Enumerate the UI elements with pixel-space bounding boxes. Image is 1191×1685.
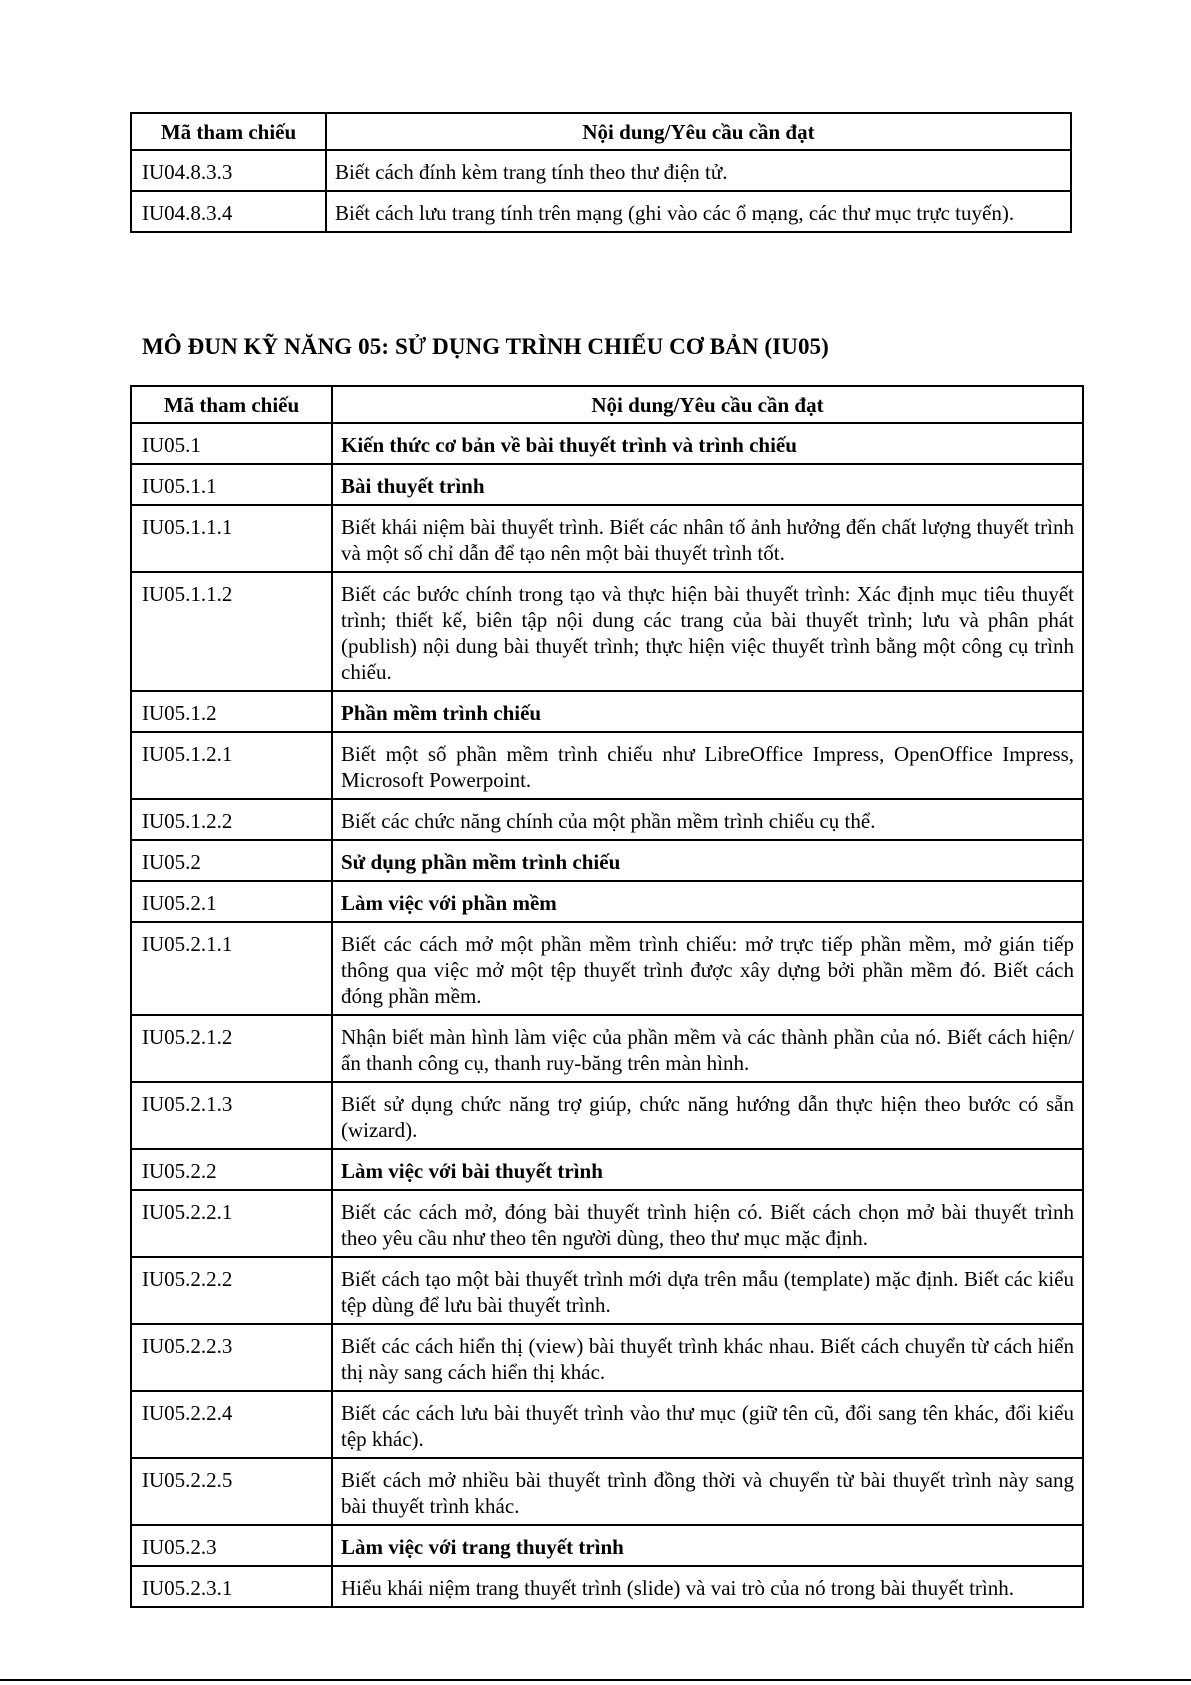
reference-code: IU05.2.2.5 xyxy=(131,1458,332,1525)
reference-code: IU05.2.2 xyxy=(131,1149,332,1190)
table-row xyxy=(131,1149,1083,1190)
table-row xyxy=(131,572,1083,691)
table-header-row xyxy=(131,113,1071,150)
table-row xyxy=(131,505,1083,572)
reference-code: IU05.2.1 xyxy=(131,881,332,922)
table-row xyxy=(131,1391,1083,1458)
reference-code: IU05.2.1.3 xyxy=(131,1082,332,1149)
table-row xyxy=(131,1257,1083,1324)
header-content-requirement: Nội dung/Yêu cầu cần đạt xyxy=(326,113,1071,150)
reference-code: IU04.8.3.4 xyxy=(131,191,326,232)
requirement-text: Biết cách mở nhiều bài thuyết trình đồng thời và chuyển từ bài thuyết trình này sang bài thuyết trình khác. xyxy=(332,1458,1083,1525)
requirement-text: Biết sử dụng chức năng trợ giúp, chức năng hướng dẫn thực hiện theo bước có sẵn (wizard). xyxy=(332,1082,1083,1149)
reference-code: IU05.2 xyxy=(131,840,332,881)
reference-code: IU05.1 xyxy=(131,423,332,464)
reference-code: IU05.2.3.1 xyxy=(131,1566,332,1607)
table-row xyxy=(131,150,1071,191)
table-row xyxy=(131,1190,1083,1257)
table-row xyxy=(131,191,1071,232)
reference-code: IU05.2.1.2 xyxy=(131,1015,332,1082)
reference-code: IU05.1.1 xyxy=(131,464,332,505)
reference-code: IU05.2.3 xyxy=(131,1525,332,1566)
table-row xyxy=(131,922,1083,1015)
section-title-text: Kiến thức cơ bản về bài thuyết trình và trình chiếu xyxy=(332,423,1083,464)
table-row xyxy=(131,1525,1083,1566)
header-reference-code: Mã tham chiếu xyxy=(131,113,326,150)
section-title-text: Bài thuyết trình xyxy=(332,464,1083,505)
reference-code: IU05.1.1.2 xyxy=(131,572,332,691)
table-row xyxy=(131,1324,1083,1391)
reference-table-iu05 xyxy=(130,385,1084,1608)
reference-code: IU05.2.1.1 xyxy=(131,922,332,1015)
table-row xyxy=(131,423,1083,464)
reference-code: IU05.1.1.1 xyxy=(131,505,332,572)
section-title-text: Sử dụng phần mềm trình chiếu xyxy=(332,840,1083,881)
reference-code: IU05.1.2.2 xyxy=(131,799,332,840)
reference-table-iu04 xyxy=(130,112,1072,233)
requirement-text: Biết các cách hiển thị (view) bài thuyết trình khác nhau. Biết cách chuyển từ cách hiển thị này sang cách hiển thị khác. xyxy=(332,1324,1083,1391)
section-title-text: Làm việc với phần mềm xyxy=(332,881,1083,922)
requirement-text: Nhận biết màn hình làm việc của phần mềm và các thành phần của nó. Biết cách hiện/ẩn thanh công cụ, thanh ruy-băng trên màn hình. xyxy=(332,1015,1083,1082)
header-reference-code: Mã tham chiếu xyxy=(131,386,332,423)
table-row xyxy=(131,464,1083,505)
requirement-text: Biết cách đính kèm trang tính theo thư điện tử. xyxy=(326,150,1071,191)
requirement-text: Biết các cách lưu bài thuyết trình vào thư mục (giữ tên cũ, đổi sang tên khác, đổi kiểu tệp khác). xyxy=(332,1391,1083,1458)
table-row xyxy=(131,1566,1083,1607)
reference-code: IU05.2.2.4 xyxy=(131,1391,332,1458)
table-row xyxy=(131,840,1083,881)
requirement-text: Biết các bước chính trong tạo và thực hiện bài thuyết trình: Xác định mục tiêu thuyết trình; thiết kế, biên tập nội dung các trang của bài thuyết trình; lưu và phân phát (publish) nội dung bài thuyết trình; thực hiện việc thuyết trình bằng một công cụ trình chiếu. xyxy=(332,572,1083,691)
reference-code: IU04.8.3.3 xyxy=(131,150,326,191)
section-title-text: Làm việc với bài thuyết trình xyxy=(332,1149,1083,1190)
requirement-text: Biết một số phần mềm trình chiếu như LibreOffice Impress, OpenOffice Impress, Microsoft Powerpoint. xyxy=(332,732,1083,799)
requirement-text: Biết khái niệm bài thuyết trình. Biết các nhân tố ảnh hưởng đến chất lượng thuyết trình và một số chỉ dẫn để tạo nên một bài thuyết trình tốt. xyxy=(332,505,1083,572)
table-row xyxy=(131,732,1083,799)
reference-code: IU05.1.2 xyxy=(131,691,332,732)
section-heading: MÔ ĐUN KỸ NĂNG 05: SỬ DỤNG TRÌNH CHIẾU CƠ BẢN (IU05) xyxy=(142,334,829,359)
table-row xyxy=(131,1015,1083,1082)
reference-code: IU05.1.2.1 xyxy=(131,732,332,799)
reference-code: IU05.2.2.1 xyxy=(131,1190,332,1257)
requirement-text: Biết cách lưu trang tính trên mạng (ghi vào các ổ mạng, các thư mục trực tuyến). xyxy=(326,191,1071,232)
reference-code: IU05.2.2.2 xyxy=(131,1257,332,1324)
table-row xyxy=(131,881,1083,922)
table-header-row xyxy=(131,386,1083,423)
section-title-text: Làm việc với trang thuyết trình xyxy=(332,1525,1083,1566)
footer-rule xyxy=(0,1679,1191,1681)
requirement-text: Hiểu khái niệm trang thuyết trình (slide) và vai trò của nó trong bài thuyết trình. xyxy=(332,1566,1083,1607)
requirement-text: Biết cách tạo một bài thuyết trình mới dựa trên mẫu (template) mặc định. Biết các kiểu tệp dùng để lưu bài thuyết trình. xyxy=(332,1257,1083,1324)
table-row xyxy=(131,1458,1083,1525)
table-row xyxy=(131,1082,1083,1149)
table-row xyxy=(131,799,1083,840)
table-row xyxy=(131,691,1083,732)
requirement-text: Biết các cách mở, đóng bài thuyết trình hiện có. Biết cách chọn mở bài thuyết trình theo yêu cầu như theo tên người dùng, theo thư mục mặc định. xyxy=(332,1190,1083,1257)
requirement-text: Biết các chức năng chính của một phần mềm trình chiếu cụ thể. xyxy=(332,799,1083,840)
requirement-text: Biết các cách mở một phần mềm trình chiếu: mở trực tiếp phần mềm, mở gián tiếp thông qua việc mở một tệp thuyết trình được xây dựng bởi phần mềm đó. Biết cách đóng phần mềm. xyxy=(332,922,1083,1015)
reference-code: IU05.2.2.3 xyxy=(131,1324,332,1391)
header-content-requirement: Nội dung/Yêu cầu cần đạt xyxy=(332,386,1083,423)
section-title-text: Phần mềm trình chiếu xyxy=(332,691,1083,732)
